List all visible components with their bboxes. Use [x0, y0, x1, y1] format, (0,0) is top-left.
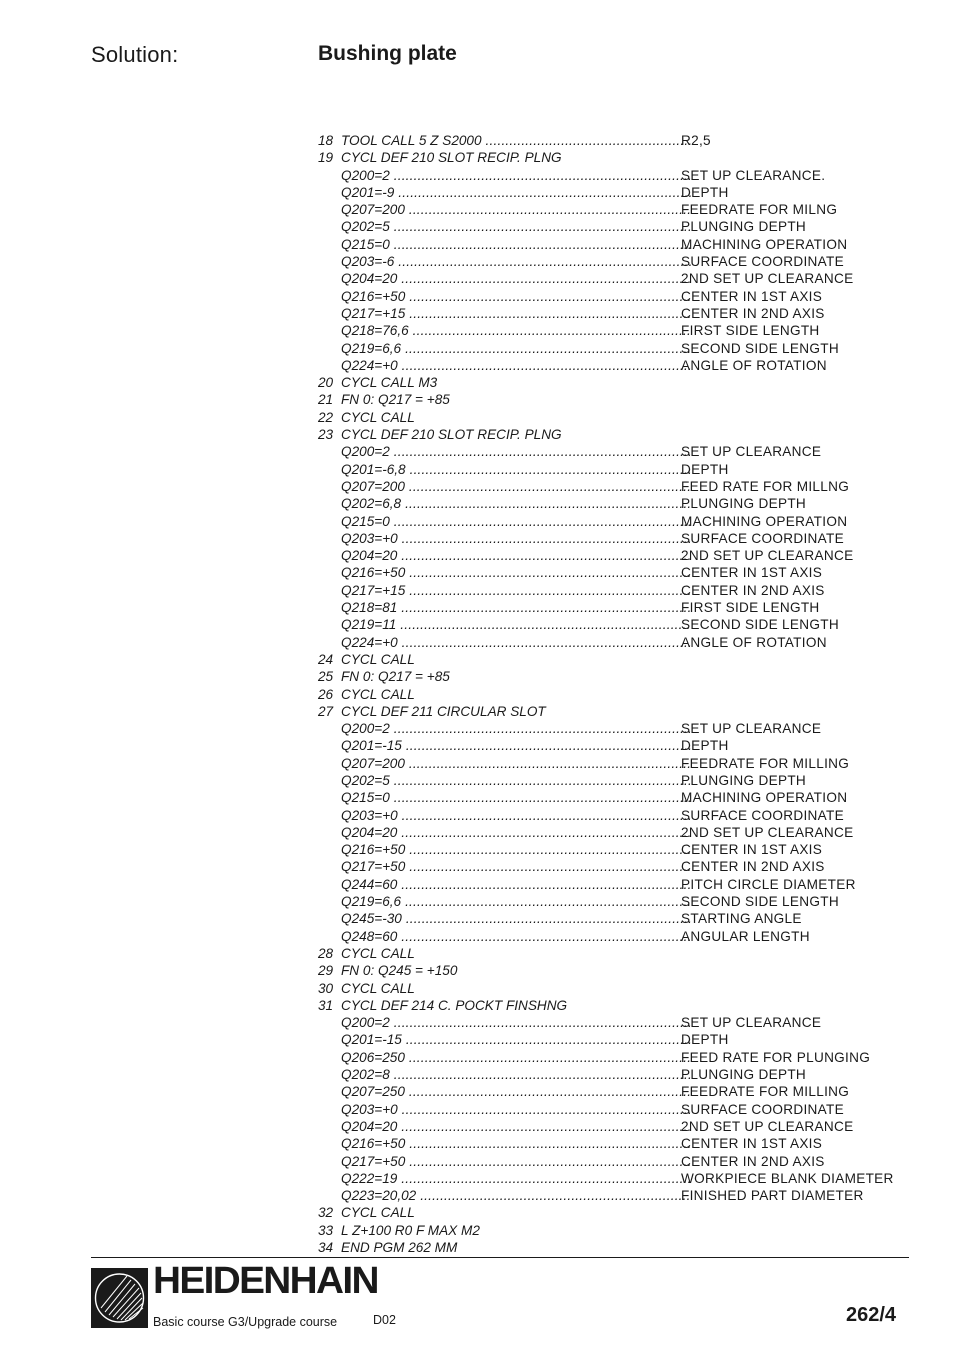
nc-code: Q200=2 .....	[341, 167, 691, 184]
nc-comment: SURFACE COORDINATE	[681, 1101, 845, 1117]
line-number: 28	[318, 945, 334, 961]
nc-comment: CENTER IN 2ND AXIS	[681, 859, 825, 875]
listing-row	[318, 893, 918, 910]
listing-row	[318, 1170, 918, 1187]
nc-comment: 2ND SET UP CLEARANCE	[681, 1118, 854, 1134]
nc-comment: SET UP CLEARANCE	[681, 721, 822, 737]
nc-code: CYCL DEF 210 SLOT RECIP. PLNG	[341, 150, 562, 166]
listing-row	[318, 1014, 918, 1031]
line-number: 25	[318, 669, 334, 685]
nc-comment: PITCH CIRCLE DIAMETER	[681, 876, 856, 892]
listing-row	[318, 443, 918, 460]
listing-row	[318, 1135, 918, 1152]
nc-code: Q203=-6 .....	[341, 253, 691, 270]
nc-code: Q203=+0 .....	[341, 807, 691, 824]
nc-code: Q200=2 .....	[341, 720, 691, 737]
listing-row	[318, 513, 918, 530]
course-name: Basic course G3/Upgrade course	[153, 1315, 338, 1329]
nc-code: Q201=-15 .....	[341, 737, 691, 754]
nc-code: Q202=6,8 .....	[341, 495, 691, 512]
nc-comment: STARTING ANGLE	[681, 911, 802, 927]
nc-comment: SURFACE COORDINATE	[681, 807, 845, 823]
nc-comment: CENTER IN 1ST AXIS	[681, 565, 823, 581]
nc-code: Q207=200 .....	[341, 201, 691, 218]
listing-row	[318, 634, 918, 651]
listing-row	[318, 616, 918, 633]
nc-code: FN 0: Q217 = +85	[341, 392, 450, 408]
nc-comment: SECOND SIDE LENGTH	[681, 894, 839, 910]
line-number: 32	[318, 1205, 334, 1221]
nc-comment: FIRST SIDE LENGTH	[681, 323, 820, 339]
nc-code: Q219=6,6 .....	[341, 340, 691, 357]
nc-code: Q218=76,6 .....	[341, 322, 691, 339]
nc-code: Q224=+0 .....	[341, 634, 691, 651]
listing-row	[318, 495, 918, 512]
listing-row	[318, 1153, 918, 1170]
line-number: 30	[318, 980, 334, 996]
listing-row	[318, 340, 918, 357]
nc-code: END PGM 262 MM	[341, 1240, 458, 1255]
nc-code: Q202=5 .....	[341, 218, 691, 235]
listing-row	[318, 824, 918, 841]
nc-code: Q207=200 .....	[341, 755, 691, 772]
listing-row	[318, 461, 918, 478]
nc-comment: CENTER IN 1ST AXIS	[681, 842, 823, 858]
nc-code: Q207=250 .....	[341, 1083, 691, 1100]
nc-code: CYCL CALL M3	[341, 375, 438, 391]
listing-row	[318, 184, 918, 201]
nc-comment: PLUNGING DEPTH	[681, 1067, 807, 1083]
nc-comment: SECOND SIDE LENGTH	[681, 340, 839, 356]
nc-comment: SET UP CLEARANCE	[681, 444, 822, 460]
listing-row	[318, 270, 918, 287]
nc-comment: MACHINING OPERATION	[681, 513, 848, 529]
nc-comment: R2,5	[681, 133, 711, 148]
listing-row	[318, 962, 918, 979]
nc-comment: FEEDRATE FOR MILNG	[681, 202, 838, 218]
listing-row	[318, 841, 918, 858]
line-number: 21	[318, 392, 334, 408]
line-number: 20	[318, 375, 334, 391]
line-number: 26	[318, 686, 334, 702]
listing-row	[318, 132, 918, 149]
listing-row	[318, 564, 918, 581]
listing-row	[318, 149, 918, 166]
listing-row	[318, 772, 918, 789]
listing-row	[318, 1187, 918, 1204]
nc-code: Q201=-9 .....	[341, 184, 691, 201]
document-code: D02	[373, 1313, 396, 1327]
nc-code: Q204=20 .....	[341, 270, 691, 287]
listing-row	[318, 1049, 918, 1066]
nc-code: Q216=+50 .....	[341, 564, 691, 581]
nc-code: Q204=20 .....	[341, 824, 691, 841]
listing-row	[318, 218, 918, 235]
nc-comment: CENTER IN 1ST AXIS	[681, 288, 823, 304]
nc-comment: ANGULAR LENGTH	[681, 928, 810, 944]
listing-row	[318, 876, 918, 893]
nc-code: Q201=-15 .....	[341, 1031, 691, 1048]
line-number: 29	[318, 963, 334, 979]
nc-code: Q204=20 .....	[341, 547, 691, 564]
nc-code: Q217=+15 .....	[341, 582, 691, 599]
listing-row	[318, 1239, 918, 1256]
listing-row	[318, 980, 918, 997]
listing-row	[318, 755, 918, 772]
nc-comment: FEEDRATE FOR MILLING	[681, 755, 850, 771]
nc-code: Q216=+50 .....	[341, 841, 691, 858]
nc-code: Q203=+0 .....	[341, 1101, 691, 1118]
nc-code: CYCL DEF 214 C. POCKT FINSHNG	[341, 997, 568, 1013]
nc-comment: WORKPIECE BLANK DIAMETER	[681, 1170, 894, 1186]
nc-code: CYCL CALL	[341, 980, 415, 996]
listing-row	[318, 391, 918, 408]
listing-row	[318, 1066, 918, 1083]
nc-code: Q217=+50 .....	[341, 858, 691, 875]
nc-code: Q223=20,02 .....	[341, 1187, 691, 1204]
listing-row	[318, 945, 918, 962]
nc-code: Q244=60 .....	[341, 876, 691, 893]
nc-code: Q202=8 .....	[341, 1066, 691, 1083]
nc-comment: SURFACE COORDINATE	[681, 530, 845, 546]
nc-comment: DEPTH	[681, 738, 729, 754]
line-number: 23	[318, 427, 334, 443]
nc-comment: ANGLE OF ROTATION	[681, 357, 827, 373]
listing-row	[318, 720, 918, 737]
line-number: 24	[318, 651, 334, 667]
listing-row	[318, 253, 918, 270]
line-number: 22	[318, 409, 334, 425]
nc-code: CYCL DEF 211 CIRCULAR SLOT	[341, 703, 546, 719]
nc-code: TOOL CALL 5 Z S2000 .....	[341, 132, 691, 149]
listing-row	[318, 1222, 918, 1239]
nc-code: Q206=250 .....	[341, 1049, 691, 1066]
nc-code: Q216=+50 .....	[341, 1135, 691, 1152]
listing-row	[318, 201, 918, 218]
nc-comment: 2ND SET UP CLEARANCE	[681, 824, 854, 840]
listing-row	[318, 582, 918, 599]
nc-comment: SET UP CLEARANCE.	[681, 167, 826, 183]
nc-code: CYCL CALL	[341, 1205, 415, 1221]
nc-comment: CENTER IN 1ST AXIS	[681, 1136, 823, 1152]
brand-wordmark: HEIDENHAIN	[153, 1260, 378, 1302]
listing-row	[318, 703, 918, 720]
nc-code: Q218=81 .....	[341, 599, 691, 616]
line-number: 31	[318, 997, 334, 1013]
listing-row	[318, 236, 918, 253]
nc-comment: SECOND SIDE LENGTH	[681, 617, 839, 633]
nc-comment: CENTER IN 2ND AXIS	[681, 305, 825, 321]
nc-comment: MACHINING OPERATION	[681, 236, 848, 252]
listing-row	[318, 910, 918, 927]
nc-code: CYCL CALL	[341, 686, 415, 702]
nc-comment: SURFACE COORDINATE	[681, 254, 845, 270]
nc-code: Q217=+50 .....	[341, 1153, 691, 1170]
nc-code: Q219=11 .....	[341, 616, 691, 633]
listing-row	[318, 858, 918, 875]
nc-code: Q215=0 .....	[341, 513, 691, 530]
listing-row	[318, 668, 918, 685]
nc-comment: SET UP CLEARANCE	[681, 1015, 822, 1031]
line-number: 34	[318, 1240, 334, 1255]
nc-code: Q248=60 .....	[341, 928, 691, 945]
nc-program-listing	[318, 132, 918, 1256]
nc-code: Q202=5 .....	[341, 772, 691, 789]
listing-row	[318, 530, 918, 547]
nc-comment: CENTER IN 2ND AXIS	[681, 1153, 825, 1169]
nc-code: CYCL CALL	[341, 651, 415, 667]
listing-row	[318, 928, 918, 945]
nc-comment: FIRST SIDE LENGTH	[681, 600, 820, 616]
listing-row	[318, 789, 918, 806]
listing-row	[318, 599, 918, 616]
nc-code: CYCL CALL	[341, 409, 415, 425]
nc-code: CYCL DEF 210 SLOT RECIP. PLNG	[341, 427, 562, 443]
nc-code: Q204=20 .....	[341, 1118, 691, 1135]
listing-row	[318, 478, 918, 495]
page-header-label: Solution:	[91, 42, 179, 67]
listing-row	[318, 686, 918, 703]
listing-row	[318, 651, 918, 668]
listing-row	[318, 374, 918, 391]
listing-row	[318, 409, 918, 426]
line-number: 27	[318, 703, 334, 719]
listing-row	[318, 167, 918, 184]
listing-row	[318, 322, 918, 339]
line-number: 19	[318, 150, 334, 166]
nc-comment: ANGLE OF ROTATION	[681, 634, 827, 650]
listing-row	[318, 547, 918, 564]
nc-code: FN 0: Q245 = +150	[341, 963, 458, 979]
nc-comment: DEPTH	[681, 461, 729, 477]
listing-row	[318, 997, 918, 1014]
nc-comment: 2ND SET UP CLEARANCE	[681, 271, 854, 287]
nc-comment: FEEDRATE FOR MILLING	[681, 1084, 850, 1100]
nc-comment: PLUNGING DEPTH	[681, 219, 807, 235]
listing-row	[318, 807, 918, 824]
nc-code: Q215=0 .....	[341, 789, 691, 806]
listing-row	[318, 305, 918, 322]
nc-code: CYCL CALL	[341, 945, 415, 961]
nc-comment: FINISHED PART DIAMETER	[681, 1188, 864, 1204]
page-title: Bushing plate	[318, 42, 457, 65]
listing-row	[318, 737, 918, 754]
nc-comment: 2ND SET UP CLEARANCE	[681, 548, 854, 564]
page-number: 262/4	[846, 1304, 897, 1326]
listing-row	[318, 1031, 918, 1048]
footer-divider	[91, 1257, 909, 1258]
nc-code: Q200=2 .....	[341, 443, 691, 460]
nc-comment: PLUNGING DEPTH	[681, 496, 807, 512]
listing-row	[318, 1083, 918, 1100]
nc-code: Q217=+15 .....	[341, 305, 691, 322]
listing-row	[318, 1204, 918, 1221]
heidenhain-logo-icon	[91, 1268, 148, 1328]
nc-code: Q200=2 .....	[341, 1014, 691, 1031]
nc-code: Q224=+0 .....	[341, 357, 691, 374]
nc-code: Q245=-30 .....	[341, 910, 691, 927]
listing-row	[318, 1118, 918, 1135]
line-number: 33	[318, 1222, 334, 1238]
line-number: 18	[318, 133, 334, 148]
nc-code: Q216=+50 .....	[341, 288, 691, 305]
nc-comment: MACHINING OPERATION	[681, 790, 848, 806]
nc-comment: CENTER IN 2ND AXIS	[681, 582, 825, 598]
nc-code: Q215=0 .....	[341, 236, 691, 253]
nc-code: L Z+100 R0 F MAX M2	[341, 1222, 480, 1238]
nc-code: Q219=6,6 .....	[341, 893, 691, 910]
nc-code: Q222=19 .....	[341, 1170, 691, 1187]
listing-row	[318, 426, 918, 443]
nc-comment: DEPTH	[681, 1032, 729, 1048]
nc-comment: FEED RATE FOR PLUNGING	[681, 1049, 871, 1065]
nc-comment: FEED RATE FOR MILLNG	[681, 478, 850, 494]
listing-row	[318, 1101, 918, 1118]
listing-row	[318, 357, 918, 374]
nc-code: Q201=-6,8 .....	[341, 461, 691, 478]
nc-code: FN 0: Q217 = +85	[341, 669, 450, 685]
nc-comment: PLUNGING DEPTH	[681, 772, 807, 788]
nc-comment: DEPTH	[681, 184, 729, 200]
nc-code: Q207=200 .....	[341, 478, 691, 495]
listing-row	[318, 288, 918, 305]
nc-code: Q203=+0 .....	[341, 530, 691, 547]
